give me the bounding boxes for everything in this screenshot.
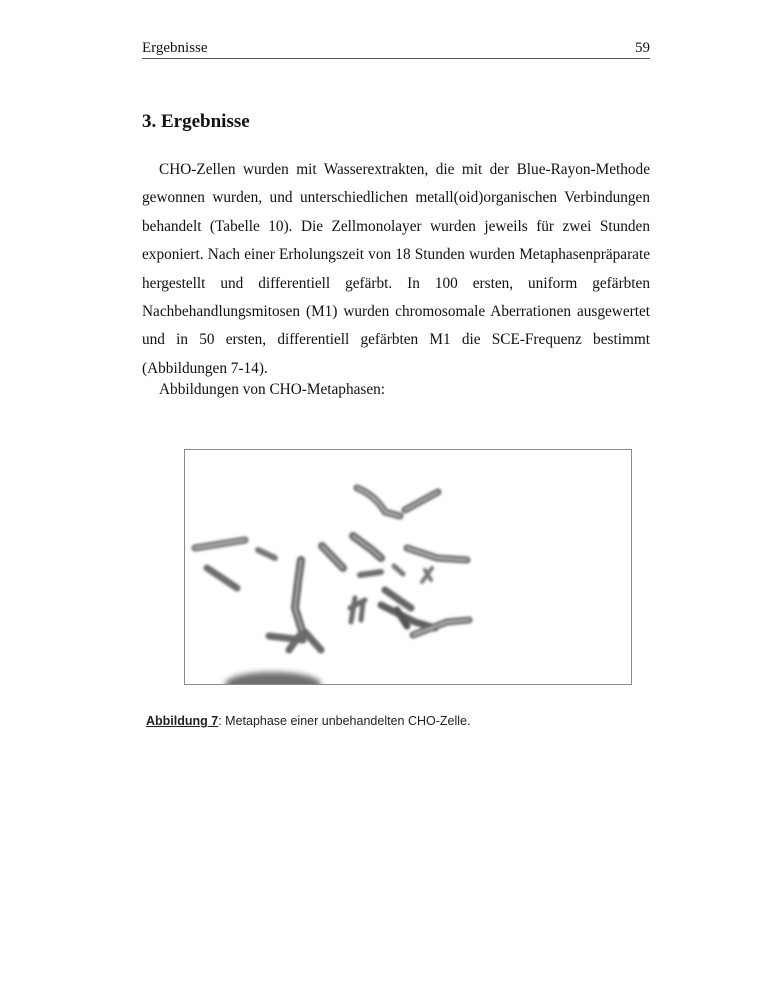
- chromosome-micrograph: [185, 450, 631, 684]
- chromosome: [207, 568, 237, 588]
- chromosome: [295, 560, 303, 634]
- chromosome: [360, 572, 381, 575]
- chromosome: [381, 590, 435, 628]
- paragraph-line: Nachbehandlungsmitosen (M1) wurden chromosomale Aberrationen ausgewertet: [142, 303, 650, 321]
- paragraph-line: CHO-Zellen wurden mit Wasserextrakten, die mit der Blue-Rayon-Methode: [159, 161, 650, 178]
- chromosome: [407, 548, 467, 560]
- chromosome: [353, 536, 381, 558]
- header-section-title: Ergebnisse: [142, 40, 208, 56]
- paragraph-line: hergestellt und differentiell gefärbt. In 100 ersten, uniform gefärbten: [142, 274, 650, 292]
- chromosome: [394, 566, 403, 574]
- caption-text: : Metaphase einer unbehandelten CHO-Zelle.: [218, 714, 471, 728]
- metaphase-figure: [184, 449, 632, 685]
- chromosome: [258, 550, 275, 558]
- figure-caption: [146, 714, 470, 728]
- paragraph-line: gewonnen wurden, und unterschiedlichen metall(oid)organischen Verbindungen: [142, 189, 650, 207]
- page-number: 59: [635, 40, 650, 56]
- running-header: [142, 36, 650, 59]
- section-heading: 3. Ergebnisse: [142, 111, 250, 132]
- body-paragraph: [142, 156, 650, 383]
- paragraph-line: behandelt (Tabelle 10). Die Zellmonolayer wurden jeweils für zwei Stunden: [142, 217, 650, 235]
- figures-subheading: Abbildungen von CHO-Metaphasen:: [159, 381, 386, 398]
- paragraph-line: (Abbildungen 7-14).: [142, 359, 268, 377]
- interphase-nucleus: [225, 672, 321, 684]
- paragraph-line: exponiert. Nach einer Erholungszeit von 18 Stunden wurden Metaphasenpräparate: [142, 246, 650, 264]
- chromosome: [269, 632, 321, 650]
- caption-label: Abbildung 7: [146, 714, 219, 728]
- chromosome: [350, 598, 365, 622]
- chromosome: [322, 546, 343, 568]
- chromosome: [422, 568, 432, 582]
- chromosome: [357, 488, 438, 516]
- chromosome: [195, 540, 245, 548]
- paragraph-line: und in 50 ersten, differentiell gefärbten M1 die SCE-Frequenz bestimmt: [142, 331, 650, 349]
